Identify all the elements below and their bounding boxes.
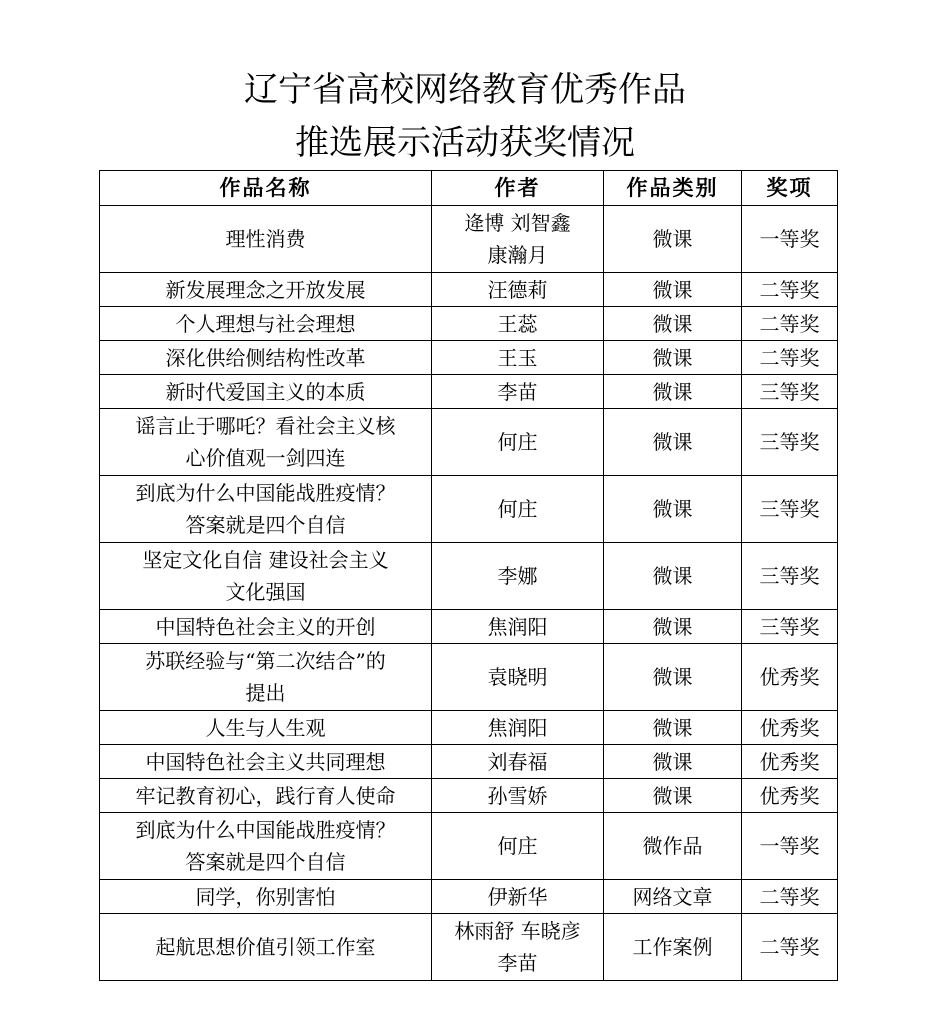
work-name-cell: 深化供给侧结构性改革: [100, 341, 432, 375]
page-title-line2: 推选展示活动获奖情况: [295, 123, 635, 163]
author-cell: 王蕊: [432, 307, 604, 341]
table-row: [100, 206, 838, 273]
table-row: [100, 813, 838, 880]
work-name-cell: 牢记教育初心，践行育人使命: [100, 779, 432, 813]
header-award: 奖项: [742, 171, 838, 206]
table-row: [100, 375, 838, 409]
award-cell: 二等奖: [742, 880, 838, 914]
award-cell: 二等奖: [742, 273, 838, 307]
table-row: [100, 644, 838, 711]
award-cell: 三等奖: [742, 375, 838, 409]
award-cell: 二等奖: [742, 914, 838, 981]
awards-table: [99, 170, 838, 981]
category-cell: 微课: [604, 711, 742, 745]
category-cell: 微课: [604, 273, 742, 307]
author-cell: 李娜: [432, 543, 604, 610]
category-cell: 微课: [604, 779, 742, 813]
award-cell: 三等奖: [742, 543, 838, 610]
award-cell: 三等奖: [742, 610, 838, 644]
award-cell: 一等奖: [742, 813, 838, 880]
work-name-cell: 到底为什么中国能战胜疫情？ 答案就是四个自信: [100, 813, 432, 880]
author-cell: 李苗: [432, 375, 604, 409]
work-name-cell: 新发展理念之开放发展: [100, 273, 432, 307]
award-cell: 优秀奖: [742, 644, 838, 711]
work-name-cell: 人生与人生观: [100, 711, 432, 745]
table-header-row: [100, 171, 838, 206]
author-cell: 何庄: [432, 409, 604, 476]
author-cell: 王玉: [432, 341, 604, 375]
author-cell: 袁晓明: [432, 644, 604, 711]
author-cell: 焦润阳: [432, 610, 604, 644]
author-cell: 焦润阳: [432, 711, 604, 745]
work-name-cell: 苏联经验与“第二次结合”的 提出: [100, 644, 432, 711]
category-cell: 微课: [604, 307, 742, 341]
category-cell: 微课: [604, 543, 742, 610]
category-cell: 工作案例: [604, 914, 742, 981]
category-cell: 微课: [604, 375, 742, 409]
work-name-cell: 个人理想与社会理想: [100, 307, 432, 341]
award-cell: 优秀奖: [742, 779, 838, 813]
work-name-cell: 坚定文化自信 建设社会主义 文化强国: [100, 543, 432, 610]
category-cell: 微课: [604, 476, 742, 543]
table-row: [100, 543, 838, 610]
work-name-cell: 中国特色社会主义的开创: [100, 610, 432, 644]
award-cell: 三等奖: [742, 409, 838, 476]
work-name-cell: 谣言止于哪吒？看社会主义核 心价值观一剑四连: [100, 409, 432, 476]
category-cell: 微课: [604, 610, 742, 644]
table-row: [100, 409, 838, 476]
page-title-line1: 辽宁省高校网络教育优秀作品: [244, 70, 686, 110]
work-name-cell: 理性消费: [100, 206, 432, 273]
header-work-name: 作品名称: [100, 171, 432, 206]
work-name-cell: 到底为什么中国能战胜疫情？ 答案就是四个自信: [100, 476, 432, 543]
award-cell: 三等奖: [742, 476, 838, 543]
table-row: [100, 745, 838, 779]
award-cell: 二等奖: [742, 307, 838, 341]
author-cell: 伊新华: [432, 880, 604, 914]
header-author: 作者: [432, 171, 604, 206]
table-body: [100, 206, 838, 981]
category-cell: 网络文章: [604, 880, 742, 914]
table-row: [100, 711, 838, 745]
award-cell: 一等奖: [742, 206, 838, 273]
category-cell: 微课: [604, 745, 742, 779]
award-cell: 优秀奖: [742, 745, 838, 779]
table-row: [100, 779, 838, 813]
category-cell: 微课: [604, 644, 742, 711]
author-cell: 逄博 刘智鑫 康瀚月: [432, 206, 604, 273]
table-row: [100, 914, 838, 981]
table-row: [100, 610, 838, 644]
author-cell: 何庄: [432, 813, 604, 880]
author-cell: 何庄: [432, 476, 604, 543]
category-cell: 微课: [604, 206, 742, 273]
award-cell: 优秀奖: [742, 711, 838, 745]
author-cell: 汪德莉: [432, 273, 604, 307]
header-category: 作品类别: [604, 171, 742, 206]
table-row: [100, 273, 838, 307]
category-cell: 微课: [604, 341, 742, 375]
table-row: [100, 880, 838, 914]
table-row: [100, 476, 838, 543]
work-name-cell: 起航思想价值引领工作室: [100, 914, 432, 981]
work-name-cell: 新时代爱国主义的本质: [100, 375, 432, 409]
award-cell: 二等奖: [742, 341, 838, 375]
category-cell: 微课: [604, 409, 742, 476]
author-cell: 孙雪娇: [432, 779, 604, 813]
author-cell: 刘春福: [432, 745, 604, 779]
work-name-cell: 中国特色社会主义共同理想: [100, 745, 432, 779]
table-row: [100, 307, 838, 341]
table-row: [100, 341, 838, 375]
category-cell: 微作品: [604, 813, 742, 880]
work-name-cell: 同学，你别害怕: [100, 880, 432, 914]
author-cell: 林雨舒 车晓彦 李苗: [432, 914, 604, 981]
